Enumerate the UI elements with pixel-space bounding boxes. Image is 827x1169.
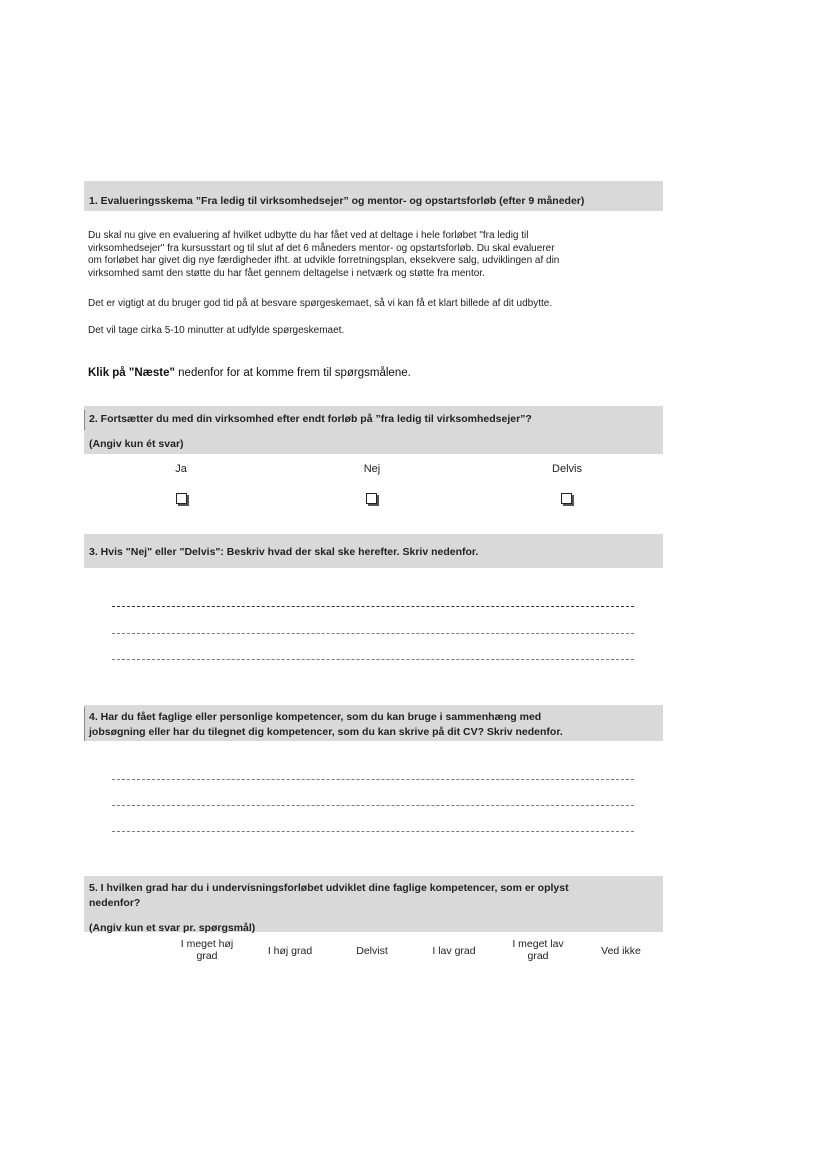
section1-paragraph-duration: Det vil tage cirka 5-10 minutter at udfylde spørgeskemaet. <box>88 325 345 336</box>
scale-label-line: Ved ikke <box>601 945 641 957</box>
intro-line: om forløbet har givet dig nye færdigheder ifht. at udvikle forretningsplan, eksekvere salg, udviklingen af din <box>88 255 560 266</box>
question5-note: (Angiv kun et svar pr. spørgsmål) <box>89 922 256 934</box>
question4-heading-line: 4. Har du fået faglige eller personlige kompetencer, som du kan bruge i sammenhæng med <box>89 711 542 723</box>
section1-heading: 1. Evalueringsskema ”Fra ledig til virksomhedsejer” og mentor- og opstartsforløb (efter 9 måneder) <box>89 195 585 207</box>
answer-line-q3-2[interactable] <box>112 633 634 634</box>
option-label-nej: Nej <box>363 463 381 475</box>
question3-heading: 3. Hvis "Nej" eller "Delvis": Beskriv hvad der skal ske herefter. Skriv nedenfor. <box>89 546 479 558</box>
question5-heading <box>89 881 569 911</box>
section1-intro-paragraph <box>88 230 658 280</box>
checkbox-nej[interactable] <box>366 493 377 504</box>
intro-line: virksomhedsejer" fra kursusstart og til slut af det 6 måneders mentor- og opstartsforløb. Du skal evaluerer <box>88 242 555 254</box>
scale-label-line: I lav grad <box>432 945 476 957</box>
answer-line-q3-3[interactable] <box>112 659 634 660</box>
answer-line-q3-1[interactable] <box>112 606 634 607</box>
scale-label-line: I meget høj <box>180 938 234 950</box>
intro-line: virksomhed samt den støtte du har fået gennem deltagelse i netværk og støtte fra mentor. <box>88 267 485 279</box>
option-label-ja: Ja <box>175 463 187 475</box>
answer-line-q4-3[interactable] <box>112 831 634 832</box>
question5-heading-line: nedenfor? <box>89 897 141 909</box>
scale-hoej-grad <box>249 945 331 957</box>
question2-left-rule <box>84 410 85 430</box>
scale-meget-lav-grad <box>497 938 579 962</box>
answer-line-q4-1[interactable] <box>112 779 634 780</box>
answer-line-q4-2[interactable] <box>112 805 634 806</box>
question2-heading: 2. Fortsætter du med din virksomhed efter endt forløb på ”fra ledig til virksomhedsejer”? <box>89 413 532 425</box>
scale-meget-hoej-grad <box>166 938 248 962</box>
scale-ved-ikke <box>580 945 662 957</box>
scale-delvist <box>331 945 413 957</box>
next-instruction-bold: Klik på "Næste" <box>88 367 175 379</box>
intro-line: Du skal nu give en evaluering af hvilket udbytte du har fået ved at deltage i hele forløbet "fra ledig til <box>88 230 529 241</box>
question5-heading-line: 5. I hvilken grad har du i undervisningsforløbet udviklet dine faglige kompetencer, som er oplyst <box>89 882 569 894</box>
option-label-delvis: Delvis <box>552 463 582 475</box>
scale-label-line: grad <box>196 950 218 962</box>
scale-lav-grad <box>413 945 495 957</box>
scale-label-line: I høj grad <box>267 945 313 957</box>
checkbox-delvis[interactable] <box>561 493 572 504</box>
question4-heading <box>89 710 563 740</box>
question4-left-rule <box>84 707 85 741</box>
scale-label-line: I meget lav <box>512 938 564 950</box>
scale-label-line: Delvist <box>356 945 388 957</box>
next-instruction <box>88 367 411 379</box>
scale-label-line: grad <box>527 950 549 962</box>
section1-paragraph-importance: Det er vigtigt at du bruger god tid på at besvare spørgeskemaet, så vi kan få et klart billede af dit udbytte. <box>88 298 553 309</box>
next-instruction-rest: nedenfor for at komme frem til spørgsmålene. <box>174 367 411 379</box>
question4-heading-line: jobsøgning eller har du tilegnet dig kompetencer, som du kan skrive på dit CV? Skriv nedenfor. <box>89 726 563 738</box>
question2-note: (Angiv kun ét svar) <box>89 438 184 450</box>
checkbox-ja[interactable] <box>176 493 187 504</box>
